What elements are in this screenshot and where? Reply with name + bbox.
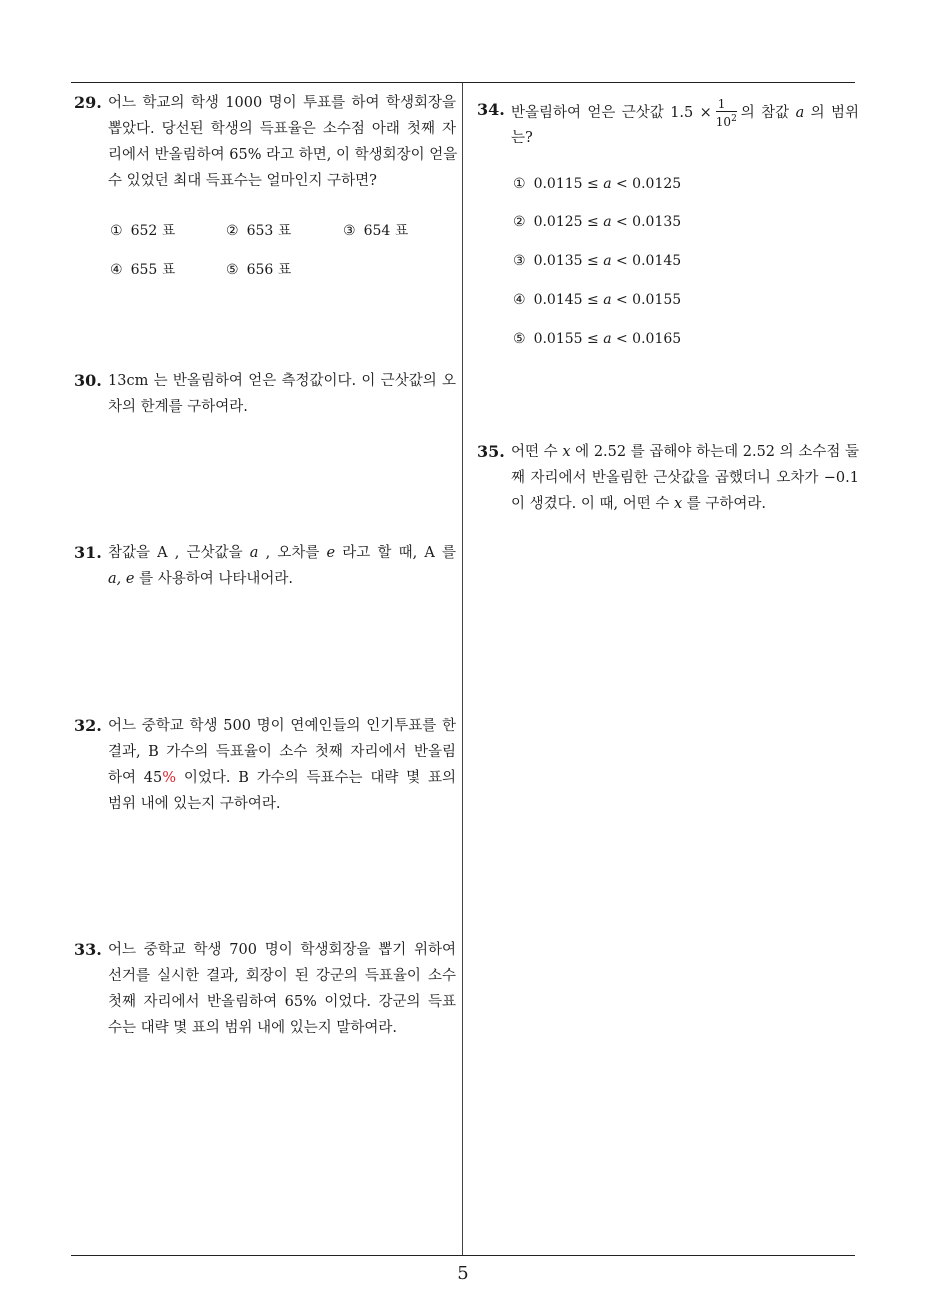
answer-option[interactable]: ④ 0.0145 ≤ a < 0.0155	[513, 292, 682, 308]
question-line: 결과, B 가수의 득표율이 소수 첫째 자리에서 반올림	[108, 744, 456, 760]
question-number: 33.	[74, 940, 102, 959]
question-29	[74, 90, 456, 194]
question-line: 범위 내에 있는지 구하여라.	[108, 796, 281, 812]
question-number: 29.	[74, 93, 102, 112]
bottom-rule	[71, 1255, 855, 1256]
question-line: 선거를 실시한 결과, 회장이 된 강군의 득표율이 소수	[108, 968, 456, 984]
question-line: 13cm 는 반올림하여 얻은 측정값이다. 이 근삿값의 오	[108, 373, 456, 389]
question-text	[108, 937, 456, 1041]
answer-option[interactable]: ② 653 표	[226, 223, 292, 239]
question-line: 이 생겼다. 이 때, 어떤 수 x 를 구하여라.	[511, 496, 766, 512]
fraction: $\frac{1}{10^2}$	[715, 97, 737, 129]
answer-option[interactable]: ① 652 표	[110, 223, 176, 239]
question-31	[74, 540, 456, 592]
answer-option[interactable]: ③ 0.0135 ≤ a < 0.0145	[513, 253, 682, 269]
question-line: 째 자리에서 반올림한 근삿값을 곱했더니 오차가 −0.1	[511, 470, 859, 486]
question-text	[511, 439, 859, 517]
answer-option[interactable]: ⑤ 656 표	[226, 262, 292, 278]
question-number: 34.	[477, 100, 505, 119]
question-text	[108, 90, 456, 194]
percent-sign: %	[162, 770, 177, 786]
question-text	[108, 540, 456, 592]
question-line: 뽑았다. 당선된 학생의 득표율은 소수점 아래 첫째 자	[108, 121, 456, 137]
question-text	[511, 97, 859, 151]
question-33	[74, 937, 456, 1041]
question-number: 32.	[74, 716, 102, 735]
question-number: 30.	[74, 371, 102, 390]
question-line: 어느 학교의 학생 1000 명이 투표를 하여 학생회장을	[108, 95, 456, 111]
question-text	[108, 368, 456, 420]
question-line: a, e 를 사용하여 나타내어라.	[108, 571, 293, 587]
answer-option[interactable]: ③ 654 표	[343, 223, 409, 239]
answer-option[interactable]: ① 0.0115 ≤ a < 0.0125	[513, 176, 682, 192]
top-rule	[71, 82, 855, 83]
page-number: 5	[457, 1263, 469, 1284]
question-line: 어느 중학교 학생 700 명이 학생회장을 뽑기 위하여	[108, 942, 456, 958]
question-34	[477, 97, 859, 151]
question-line: 리에서 반올림하여 65% 라고 하면, 이 학생회장이 얻을	[108, 147, 458, 163]
question-line: 차의 한계를 구하여라.	[108, 399, 248, 415]
question-30	[74, 368, 456, 420]
question-line: 어느 중학교 학생 500 명이 연예인들의 인기투표를 한	[108, 718, 456, 734]
question-line: 수는 대략 몇 표의 범위 내에 있는지 말하여라.	[108, 1020, 397, 1036]
answer-option[interactable]: ② 0.0125 ≤ a < 0.0135	[513, 214, 682, 230]
question-line: 하여 45% 이었다. B 가수의 득표수는 대략 몇 표의	[108, 770, 456, 786]
question-line: 첫째 자리에서 반올림하여 65% 이었다. 강군의 득표	[108, 994, 456, 1010]
question-line: 반올림하여 얻은 근삿값 1.5 × $\frac{1}{10^2}$ 의 참값 a 의 범위	[511, 97, 860, 129]
question-32	[74, 713, 456, 817]
question-line: 참값을 A , 근삿값을 a , 오차를 e 라고 할 때, A 를	[108, 545, 456, 561]
answer-option[interactable]: ④ 655 표	[110, 262, 176, 278]
question-text	[108, 713, 456, 817]
question-line: 는?	[511, 130, 533, 146]
question-number: 31.	[74, 543, 102, 562]
question-line: 수 있었던 최대 득표수는 얼마인지 구하면?	[108, 173, 377, 189]
column-divider	[462, 83, 463, 1255]
question-35	[477, 439, 859, 517]
question-line: 어떤 수 x 에 2.52 를 곱해야 하는데 2.52 의 소수점 둘	[511, 444, 860, 460]
answer-option[interactable]: ⑤ 0.0155 ≤ a < 0.0165	[513, 331, 682, 347]
question-number: 35.	[477, 442, 505, 461]
